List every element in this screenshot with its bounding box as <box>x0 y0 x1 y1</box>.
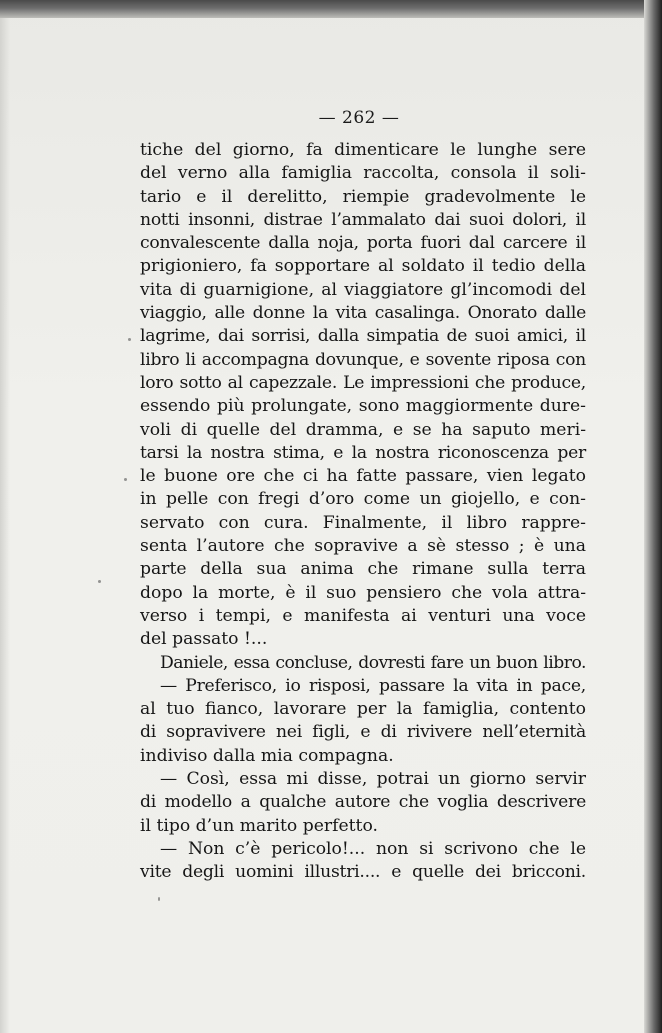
text-line: convalescente dalla noja, porta fuori dal carcere il <box>140 233 586 254</box>
text-line: notti insonni, distrae l’ammalato dai suoi dolori, il <box>140 209 586 230</box>
text-line: le buone ore che ci ha fatte passare, vien legato <box>140 466 586 487</box>
text-line: tiche del giorno, fa dimenticare le lunghe sere <box>140 140 586 160</box>
body-text <box>140 139 586 885</box>
text-line: del verno alla famiglia raccolta, consola il soli- <box>140 163 586 184</box>
text-line: tarsi la nostra stima, e la nostra riconoscenza per <box>140 442 586 463</box>
text-line: lagrime, dai sorrisi, dalla simpatia de suoi amici, il <box>140 326 586 347</box>
text-line: del passato !... <box>140 629 268 650</box>
text-line: — Preferisco, io risposi, passare la vita in pace, <box>160 675 586 696</box>
text-line: dopo la morte, è il suo pensiero che vola attra- <box>140 582 586 603</box>
page-number: — 262 — <box>318 108 400 128</box>
text-line: senta l’autore che sopravive a sè stesso ; è una <box>140 536 586 557</box>
scan-speck <box>98 580 101 583</box>
page-right-edge-shadow <box>644 0 662 1033</box>
text-line: vita di guarnigione, al viaggiatore gl’incomodi del <box>140 279 586 300</box>
text-line: al tuo fianco, lavorare per la famiglia, contento <box>140 699 586 720</box>
text-line: libro li accompagna dovunque, e sovente riposa con <box>140 349 586 370</box>
text-line: — Così, essa mi disse, potrai un giorno servir <box>160 769 586 790</box>
text-line: parte della sua anima che rimane sulla terra <box>140 559 586 580</box>
text-line: in pelle con fregi d’oro come un giojello, e con- <box>140 489 586 510</box>
text-line: il tipo d’un marito perfetto. <box>140 815 378 836</box>
text-line: Daniele, essa concluse, dovresti fare un buon libro. <box>160 652 586 673</box>
text-line: servato con cura. Finalmente, il libro rappre- <box>140 512 586 533</box>
scan-speck <box>124 478 127 481</box>
text-line: di sopravivere nei figli, e di rivivere nell’eternità <box>140 722 586 743</box>
text-line: vite degli uomini illustri.... e quelle dei bricconi. <box>140 862 586 883</box>
page-left-edge-shade <box>0 18 10 1033</box>
scan-speck <box>158 897 160 901</box>
text-line: verso i tempi, e manifesta ai venturi una voce <box>140 605 586 626</box>
text-line: indiviso dalla mia compagna. <box>140 745 394 766</box>
text-line: tario e il derelitto, riempie gradevolmente le <box>140 186 586 207</box>
scan-speck <box>128 338 131 341</box>
text-line: loro sotto al capezzale. Le impressioni che produce, <box>140 372 586 393</box>
text-line: di modello a qualche autore che voglia descrivere <box>140 792 586 813</box>
text-line: essendo più prolungate, sono maggiormente dure- <box>140 396 586 417</box>
text-line: — Non c’è pericolo!... non si scrivono che le <box>160 838 586 859</box>
text-line: viaggio, alle donne la vita casalinga. Onorato dalle <box>140 303 586 324</box>
text-line: prigioniero, fa sopportare al soldato il tedio della <box>140 256 586 277</box>
page-top-edge-shadow <box>0 0 662 18</box>
text-line: voli di quelle del dramma, e se ha saputo meri- <box>140 419 586 440</box>
